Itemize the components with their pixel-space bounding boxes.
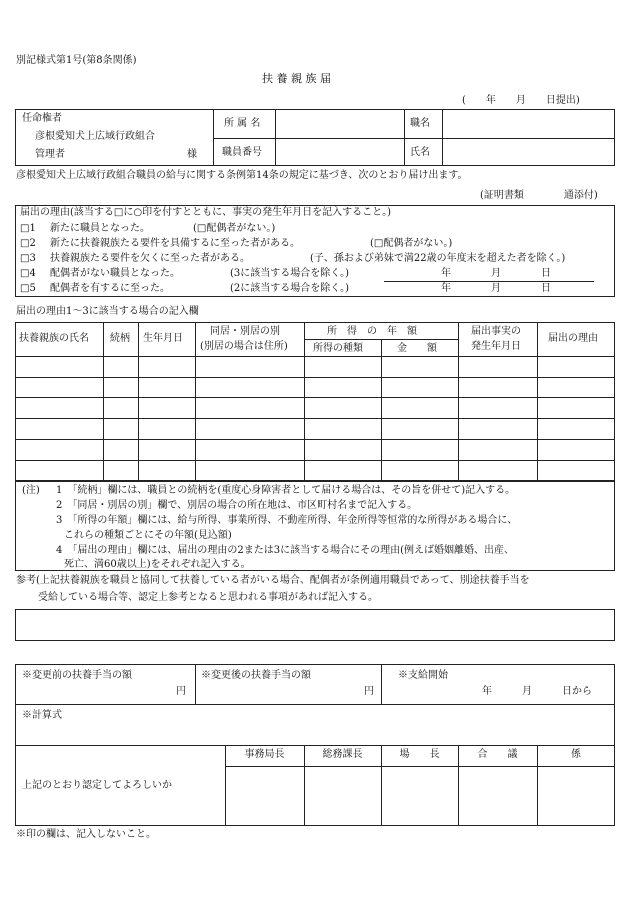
name-label: 氏名 — [410, 147, 430, 158]
reason-5-checkbox[interactable]: □5 — [20, 283, 36, 294]
col-residence-2: (別居の場合は住所) — [200, 341, 288, 352]
reason-4-text: 配偶者がない職員となった。 — [50, 268, 180, 279]
col-birthdate: 生年月日 — [143, 333, 183, 344]
name-field[interactable] — [444, 140, 613, 164]
position-field[interactable] — [444, 111, 613, 136]
footer-note: ※印の欄は、記入しないこと。 — [16, 829, 156, 840]
payment-start-date: 年 月 日から — [482, 686, 592, 697]
form-number: 別記様式第1号(第8条関係) — [16, 55, 137, 66]
col-dependent-name: 扶養親族の氏名 — [19, 333, 89, 344]
note-3: 3 「所得の年額」欄には、給与所得、事業所得、不動産所得、年金所得等恒常的な所得がある場合に、 — [56, 515, 518, 526]
staff-number-label: 職員番号 — [222, 147, 262, 158]
allowance-after-unit: 円 — [364, 686, 374, 697]
reason-3-checkbox[interactable]: □3 — [20, 253, 36, 264]
appointing-authority-label: 任命権者 — [22, 113, 62, 124]
reason-2-note: (□配偶者がない。) — [370, 238, 453, 249]
approval-question: 上記のとおり認定してよろしいか — [22, 780, 172, 791]
col-income: 所 得 の 年 額 — [327, 326, 417, 337]
reason-4-checkbox[interactable]: □4 — [20, 268, 36, 279]
stamp-site-chief: 場 長 — [399, 749, 440, 760]
organization-name: 彦根愛知犬上広域行政組合 — [35, 131, 155, 142]
staff-number-field[interactable] — [277, 140, 402, 164]
reference-text-1: 参考(上記扶養親族を職員と協同して扶養している者がいる場合、配偶者が条例適用職員であって、別途扶養手当を — [16, 575, 530, 586]
reference-field[interactable] — [15, 609, 615, 641]
payment-start-label: ※支給開始 — [398, 670, 448, 681]
note-1: 1 「続柄」欄には、職員との続柄を(重度心身障害者として届ける場合は、その旨を併せて)記入する。 — [56, 485, 516, 496]
note-2: 2 「同居・別居の別」欄で、別居の場合の所在地は、市区町村名まで記入する。 — [56, 500, 418, 511]
reason-3-note: (子、孫および弟妹で満22歳の年度末を超えた者を除く。) — [310, 253, 566, 264]
col-residence-1: 同居・別居の別 — [210, 326, 280, 337]
reasons-heading: 届出の理由(該当する□に○印を付すとともに、事実の発生年月日を記入すること。) — [20, 207, 391, 218]
table-caption: 届出の理由1～3に該当する場合の記入欄 — [16, 306, 199, 317]
honorific: 様 — [187, 149, 197, 160]
calculation-label: ※計算式 — [22, 710, 62, 721]
note-3-cont: これらの種類ごとにその年額(見込額) — [64, 530, 232, 541]
col-fact-date-1: 届出事実の — [471, 326, 521, 337]
reason-1-text: 新たに職員となった。 — [50, 223, 150, 234]
certificate-attachment: (証明書類 通添付) — [480, 190, 598, 201]
reference-text-2: 受給している場合等、認定上参考となると思われる事項があれば記入する。 — [38, 592, 378, 603]
allowance-before-unit: 円 — [176, 686, 186, 697]
form-title: 扶 養 親 族 届 — [262, 72, 331, 85]
stamp-consultation: 合 議 — [477, 749, 518, 760]
col-fact-date-2: 発生年月日 — [471, 341, 521, 352]
col-relation: 続柄 — [110, 333, 130, 344]
reason-2-text: 新たに扶養親族たる要件を具備するに至った者がある。 — [50, 238, 300, 249]
reason-3-text: 扶養親族たる要件を欠くに至った者がある。 — [50, 253, 250, 264]
note-4-cont: 死亡、満60歳以上)をそれぞれ記入する。 — [64, 559, 251, 570]
reason-1-note: (□配偶者がない。) — [193, 223, 276, 234]
department-field[interactable] — [277, 111, 402, 136]
stamp-general-affairs-chief: 総務課長 — [322, 749, 363, 760]
reason-5-text: 配偶者を有するに至った。 — [50, 283, 170, 294]
note-4: 4 「届出の理由」欄には、届出の理由の2または3に該当する場合にその理由(例えば婚姻離婚、出産、 — [56, 545, 514, 556]
intro-text: 彦根愛知犬上広域行政組合職員の給与に関する条例第14条の規定に基づき、次のとおり届け出ます。 — [16, 170, 468, 181]
position-label: 職名 — [410, 118, 430, 129]
notes-label: (注) — [22, 485, 40, 496]
submission-date[interactable]: ( 年 月 日提出) — [462, 95, 580, 106]
stamp-secretary-general: 事務局長 — [244, 749, 285, 760]
department-label: 所 属 名 — [224, 118, 261, 129]
reason-5-date[interactable]: 年 月 日 — [441, 283, 551, 294]
reason-4-note: (3に該当する場合を除く。) — [230, 268, 349, 279]
reason-1-checkbox[interactable]: □1 — [20, 223, 36, 234]
stamp-staff: 係 — [571, 749, 581, 760]
allowance-before-label: ※変更前の扶養手当の額 — [22, 670, 132, 681]
reason-2-checkbox[interactable]: □2 — [20, 238, 36, 249]
col-reason: 届出の理由 — [548, 333, 598, 344]
allowance-after-label: ※変更後の扶養手当の額 — [201, 670, 311, 681]
col-income-type: 所得の種類 — [313, 343, 363, 354]
reason-4-date[interactable]: 年 月 日 — [441, 268, 551, 279]
manager-title: 管理者 — [35, 149, 65, 160]
reason-5-note: (2に該当する場合を除く。) — [230, 283, 349, 294]
col-income-amount: 金 額 — [397, 343, 437, 354]
